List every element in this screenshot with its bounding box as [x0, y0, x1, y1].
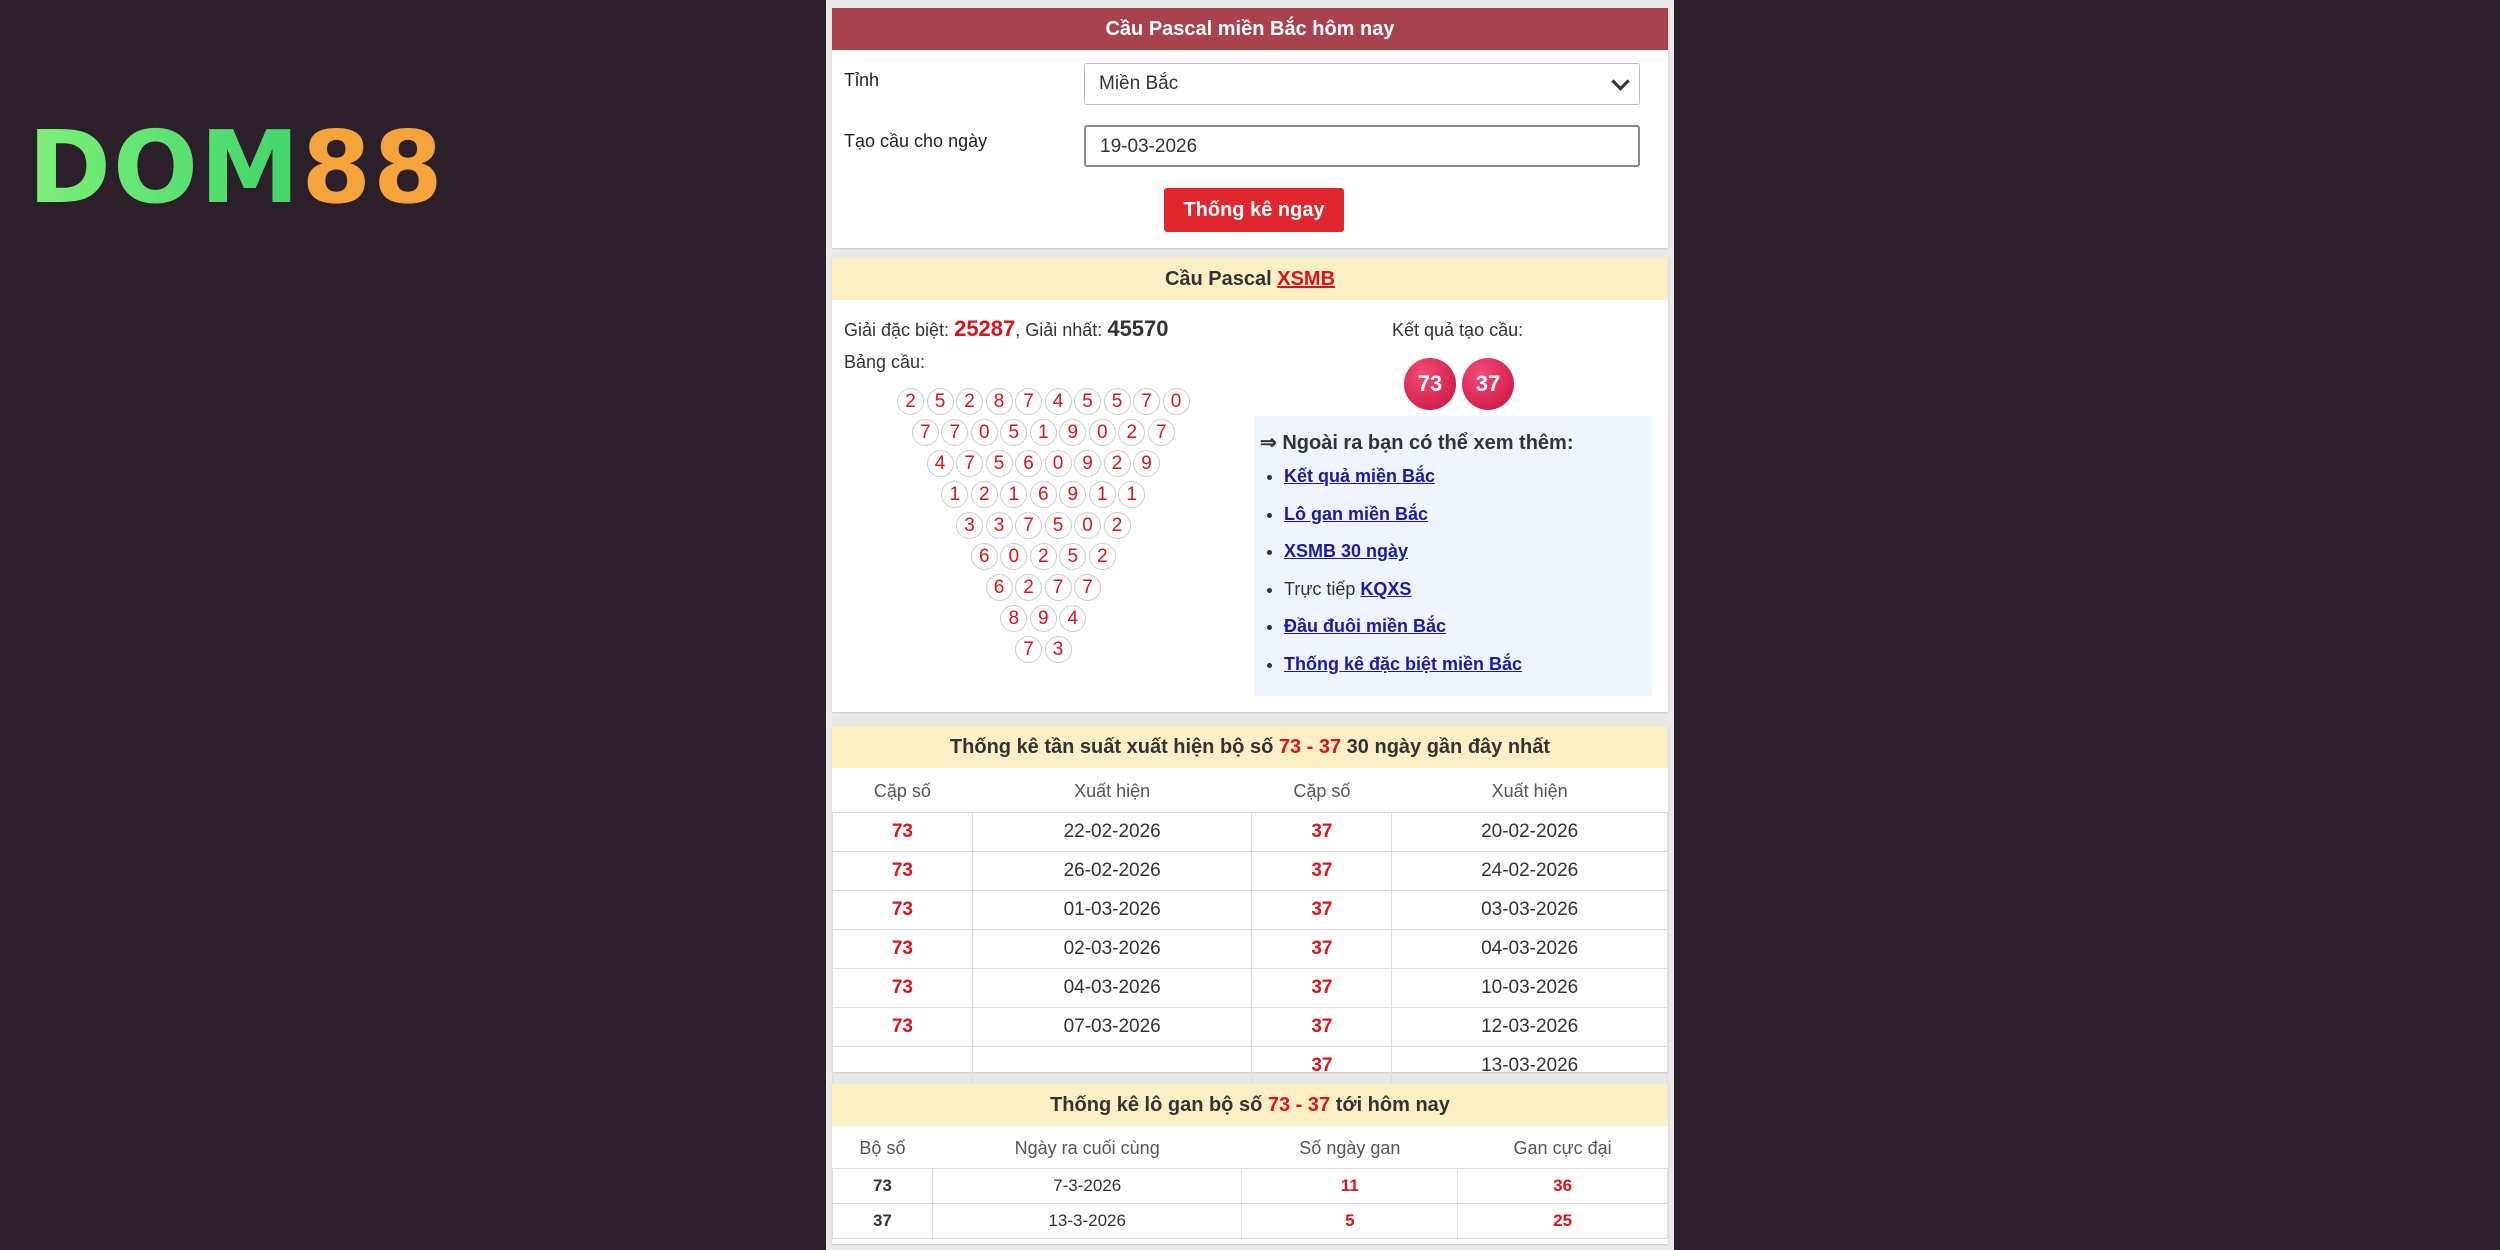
pascal-title: [832, 258, 1668, 300]
date-input[interactable]: 19-03-2026: [1084, 125, 1640, 167]
triangle-digit: 4: [1045, 388, 1072, 415]
table-cell: 7-3-2026: [932, 1169, 1242, 1204]
column-header: Số ngày gan: [1242, 1128, 1458, 1169]
table-row: [833, 1169, 1668, 1204]
more-link[interactable]: Thống kê đặc biệt miền Bắc: [1284, 653, 1523, 674]
triangle-digit: 5: [1074, 388, 1101, 415]
form-title: Cầu Pascal miền Bắc hôm nay: [832, 8, 1668, 50]
triangle-digit: 6: [1015, 450, 1042, 477]
table-cell: 37: [1252, 969, 1392, 1008]
list-item: [1284, 616, 1522, 654]
more-link[interactable]: Kết quả miền Bắc: [1284, 466, 1436, 486]
table-cell: 37: [1252, 891, 1392, 930]
triangle-digit: 7: [941, 419, 968, 446]
more-links-box: [1254, 416, 1652, 696]
more-link-prefix: Trực tiếp: [1284, 578, 1361, 599]
first-prize-label: , Giải nhất:: [1015, 320, 1103, 340]
special-prize-value: 25287: [954, 316, 1016, 341]
table-cell: 73: [833, 852, 973, 891]
more-links-list: [1254, 466, 1522, 691]
table-cell: 73: [833, 813, 973, 852]
triangle-digit: 9: [1059, 481, 1086, 508]
triangle-digit: 9: [1030, 605, 1057, 632]
pascal-title-link[interactable]: XSMB: [1277, 268, 1336, 290]
triangle-digit: 1: [941, 481, 968, 508]
triangle-digit: 5: [1000, 419, 1027, 446]
list-item: [1284, 504, 1522, 542]
result-ball: 37: [1462, 358, 1514, 410]
triangle-digit: 5: [1045, 512, 1072, 539]
triangle-digit: 8: [986, 388, 1013, 415]
table-header-row: [833, 1128, 1668, 1169]
column-header: Gan cực đại: [1458, 1128, 1668, 1169]
triangle-digit: 1: [1030, 419, 1057, 446]
table-cell: 37: [1252, 1008, 1392, 1047]
more-link[interactable]: Lô gan miền Bắc: [1284, 503, 1429, 524]
date-label: Tạo cầu cho ngày: [844, 131, 988, 151]
frequency-title-b: 30 ngày gần đây nhất: [1346, 736, 1551, 758]
table-cell: 13-3-2026: [932, 1204, 1242, 1239]
triangle-digit: 6: [971, 543, 998, 570]
list-item: [1284, 579, 1522, 617]
submit-button[interactable]: Thống kê ngay: [1164, 188, 1344, 232]
triangle-digit: 7: [1045, 574, 1072, 601]
table-cell: 04-03-2026: [1392, 930, 1668, 969]
more-links-title: ⇒ Ngoài ra bạn có thể xem thêm:: [1260, 432, 1574, 454]
result-label: Kết quả tạo cầu:: [1392, 320, 1524, 340]
table-cell: 37: [1252, 852, 1392, 891]
gan-table: [832, 1128, 1668, 1239]
more-link[interactable]: Đầu đuôi miền Bắc: [1284, 616, 1447, 636]
table-row: [833, 930, 1668, 969]
table-cell: 10-03-2026: [1392, 969, 1668, 1008]
more-link[interactable]: KQXS: [1360, 578, 1412, 599]
special-prize-label: Giải đặc biệt:: [844, 320, 950, 340]
triangle-digit: 7: [1015, 636, 1042, 663]
gan-title-b: tới hôm nay: [1335, 1094, 1450, 1116]
table-cell: 26-02-2026: [972, 852, 1252, 891]
form-card: [832, 8, 1668, 248]
triangle-digit: 6: [1030, 481, 1057, 508]
table-cell: 13-03-2026: [1392, 1047, 1668, 1086]
province-value: Miền Bắc: [1099, 73, 1179, 94]
triangle-digit: 7: [1133, 388, 1160, 415]
column-header: Ngày ra cuối cùng: [932, 1128, 1242, 1169]
table-cell: 24-02-2026: [1392, 852, 1668, 891]
prize-info: [844, 316, 1169, 342]
table-cell: 73: [833, 1169, 933, 1204]
frequency-title-a: Thống kê tần suất xuất hiện bộ số: [949, 736, 1274, 758]
list-item: [1284, 654, 1522, 692]
table-cell: 04-03-2026: [972, 969, 1252, 1008]
table-cell: 5: [1242, 1204, 1458, 1239]
triangle-digit: 7: [1148, 419, 1175, 446]
table-row: [833, 891, 1668, 930]
frequency-table: [832, 770, 1668, 1086]
triangle-digit: 0: [1000, 543, 1027, 570]
triangle-digit: 0: [1089, 419, 1116, 446]
more-link[interactable]: XSMB 30 ngày: [1284, 541, 1409, 561]
province-label: Tỉnh: [844, 70, 880, 90]
triangle-digit: 2: [1118, 419, 1145, 446]
logo-text-dom: DOM: [28, 109, 302, 226]
gan-card: [832, 1084, 1668, 1244]
content-panel: [826, 0, 1674, 1250]
frequency-card: [832, 726, 1668, 1076]
triangle-digit: 7: [1015, 512, 1042, 539]
triangle-digit: 7: [912, 419, 939, 446]
logo-text-88: 88: [301, 109, 445, 226]
triangle-digit: 3: [956, 512, 983, 539]
first-prize-value: 45570: [1107, 316, 1169, 341]
triangle-digit: 0: [1045, 450, 1072, 477]
gan-table-body: [833, 1169, 1668, 1239]
triangle-digit: 3: [1045, 636, 1072, 663]
triangle-digit: 2: [897, 388, 924, 415]
triangle-digit: 5: [927, 388, 954, 415]
triangle-digit: 7: [1015, 388, 1042, 415]
triangle-digit: 4: [927, 450, 954, 477]
table-cell: 25: [1458, 1204, 1668, 1239]
triangle-digit: 0: [1163, 388, 1190, 415]
triangle-digit: 0: [1074, 512, 1101, 539]
column-header: Cặp số: [833, 770, 973, 813]
pascal-card: [832, 258, 1668, 712]
table-row: [833, 813, 1668, 852]
triangle-label: Bảng cầu:: [844, 352, 926, 372]
triangle-digit: 2: [1089, 543, 1116, 570]
triangle-digit: 5: [1059, 543, 1086, 570]
table-row: [833, 1204, 1668, 1239]
list-item: [1284, 466, 1522, 504]
triangle-digit: 7: [1074, 574, 1101, 601]
table-cell: 02-03-2026: [972, 930, 1252, 969]
table-cell: 03-03-2026: [1392, 891, 1668, 930]
table-cell: 73: [833, 969, 973, 1008]
brand-logo: [28, 109, 445, 226]
column-header: Cặp số: [1252, 770, 1392, 813]
gan-title-a: Thống kê lô gan bộ số: [1050, 1094, 1263, 1116]
table-cell: 01-03-2026: [972, 891, 1252, 930]
column-header: Xuất hiện: [1392, 770, 1668, 813]
table-row: [833, 969, 1668, 1008]
triangle-digit: 2: [971, 481, 998, 508]
frequency-table-body: [833, 813, 1668, 1086]
triangle-digit: 1: [1089, 481, 1116, 508]
triangle-digit: 1: [1000, 481, 1027, 508]
triangle-digit: 9: [1133, 450, 1160, 477]
triangle-digit: 3: [986, 512, 1013, 539]
triangle-digit: 9: [1059, 419, 1086, 446]
table-cell: 37: [1252, 813, 1392, 852]
triangle-digit: 8: [1000, 605, 1027, 632]
triangle-digit: 5: [1104, 388, 1131, 415]
triangle-digit: 5: [986, 450, 1013, 477]
table-cell: 11: [1242, 1169, 1458, 1204]
table-cell: 12-03-2026: [1392, 1008, 1668, 1047]
table-cell: 73: [833, 930, 973, 969]
table-cell: [833, 1047, 973, 1086]
list-item: [1284, 541, 1522, 579]
table-cell: 73: [833, 1008, 973, 1047]
table-row: [833, 852, 1668, 891]
result-ball: 73: [1404, 358, 1456, 410]
table-cell: 37: [1252, 1047, 1392, 1086]
triangle-digit: 2: [1104, 450, 1131, 477]
table-cell: [972, 1047, 1252, 1086]
table-header-row: [833, 770, 1668, 813]
gan-title-pair: 73 - 37: [1267, 1094, 1331, 1116]
table-cell: 22-02-2026: [972, 813, 1252, 852]
triangle-digit: 1: [1118, 481, 1145, 508]
column-header: Bộ số: [833, 1128, 933, 1169]
triangle-digit: 9: [1074, 450, 1101, 477]
table-cell: 73: [833, 891, 973, 930]
pascal-title-text: Cầu Pascal: [1164, 268, 1272, 290]
table-cell: 20-02-2026: [1392, 813, 1668, 852]
triangle-digit: 2: [956, 388, 983, 415]
table-row: [833, 1047, 1668, 1086]
triangle-digit: 0: [971, 419, 998, 446]
triangle-digit: 7: [956, 450, 983, 477]
chevron-down-icon: [1611, 72, 1629, 90]
column-header: Xuất hiện: [972, 770, 1252, 813]
table-row: [833, 1008, 1668, 1047]
table-cell: 37: [833, 1204, 933, 1239]
triangle-digit: 2: [1015, 574, 1042, 601]
table-cell: 37: [1252, 930, 1392, 969]
gan-title: [832, 1084, 1668, 1126]
table-cell: 07-03-2026: [972, 1008, 1252, 1047]
table-cell: 36: [1458, 1169, 1668, 1204]
province-select[interactable]: [1084, 63, 1640, 105]
triangle-digit: 4: [1059, 605, 1086, 632]
triangle-digit: 2: [1030, 543, 1057, 570]
frequency-title-pair: 73 - 37: [1278, 736, 1342, 758]
triangle-digit: 2: [1104, 512, 1131, 539]
triangle-digit: 6: [986, 574, 1013, 601]
frequency-title: [832, 726, 1668, 768]
